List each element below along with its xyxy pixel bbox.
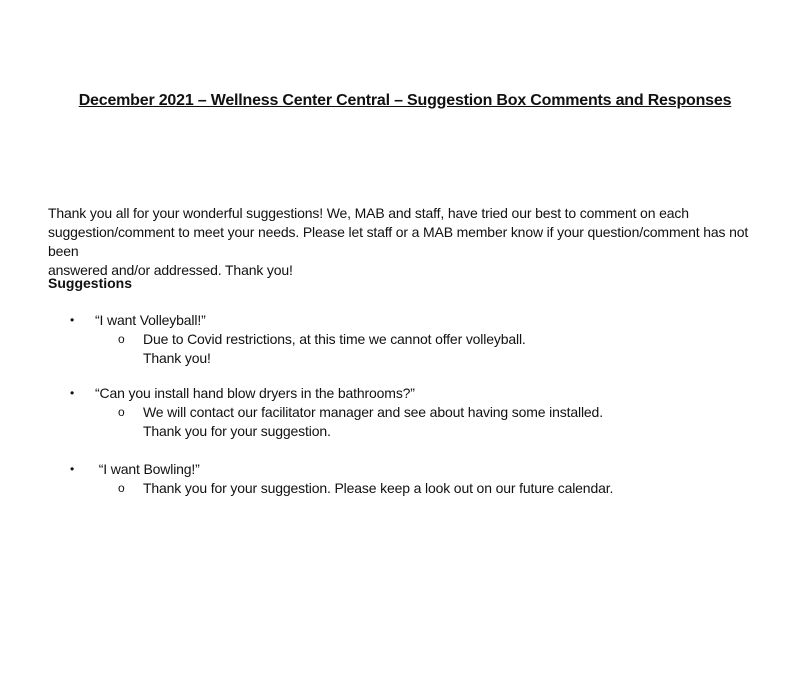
suggestion-text: “Can you install hand blow dryers in the bathrooms?” (95, 385, 415, 401)
bullet-icon: • (70, 462, 75, 476)
response-text: Thank you! (143, 350, 211, 366)
suggestions-heading: Suggestions (48, 275, 133, 291)
response-text: Thank you for your suggestion. Please keep a look out on our future calendar. (143, 480, 614, 496)
response-text: Due to Covid restrictions, at this time we cannot offer volleyball. (143, 331, 526, 347)
bullet-icon: • (70, 313, 75, 327)
sub-bullet-icon: o (118, 332, 125, 346)
suggestion-text: “I want Bowling!” (95, 461, 200, 477)
sub-bullet-icon: o (118, 405, 125, 419)
sub-bullet-icon: o (118, 481, 125, 495)
intro-line: suggestion/comment to meet your needs. Please let staff or a MAB member know if your question/comment has not been (48, 224, 749, 259)
response-text: We will contact our facilitator manager and see about having some installed. (143, 404, 603, 420)
response-text: Thank you for your suggestion. (143, 423, 331, 439)
bullet-icon: • (70, 386, 75, 400)
document-title: December 2021 – Wellness Center Central – Suggestion Box Comments and Responses (78, 92, 732, 109)
intro-line: Thank you all for your wonderful suggestions! We, MAB and staff, have tried our best to comment on each (48, 205, 689, 221)
intro-line: answered and/or addressed. Thank you! (48, 262, 293, 278)
intro-paragraph (48, 204, 768, 280)
suggestion-text: “I want Volleyball!” (95, 312, 206, 328)
